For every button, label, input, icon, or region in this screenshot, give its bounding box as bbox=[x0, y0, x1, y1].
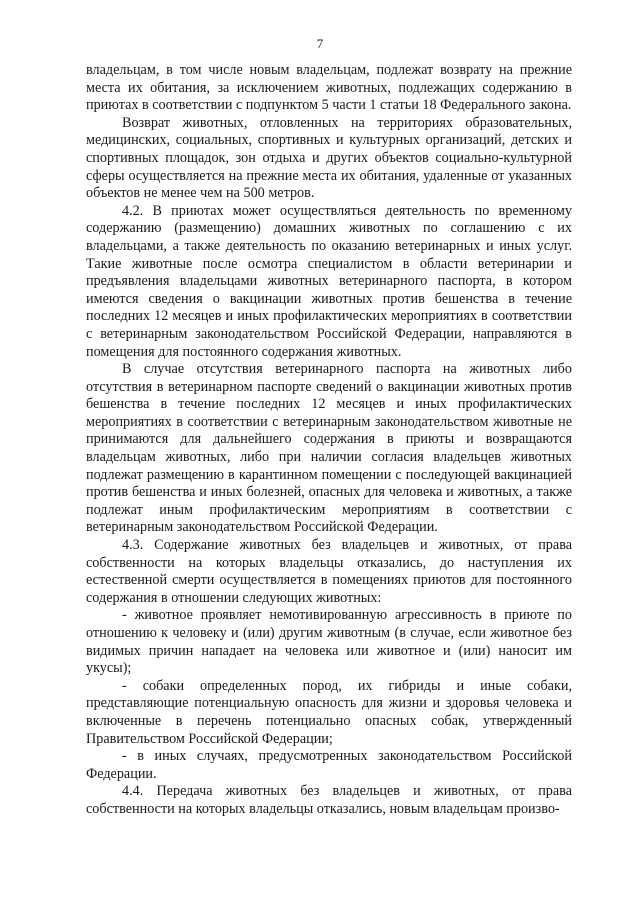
paragraph: В случае отсутствия ветеринарного паспорта на животных либо отсутствия в ветеринарном паспорте сведений о вакцинации животных против бешенства в течение последних 12 месяцев и иных профилактических мероприятиях в соответствии с ветеринарным законодательством животные не принимаются для дальнейшего содержания в приюты и возвращаются владельцам животных, либо при наличии согласия владельцев животных подлежат размещению в карантинном помещении с последующей вакцинацией против бешенства и иных болезней, опасных для человека и животных, а также подлежат иным профилактическим мероприятиям в соответствии с ветеринарным законодательством Российской Федерации. bbox=[86, 361, 572, 536]
page-number: 7 bbox=[316, 36, 324, 51]
paragraph: Возврат животных, отловленных на территориях образовательных, медицинских, социальных, спортивных и культурных организаций, детских и спортивных площадок, зон отдыха и других объектов социально-культурной сферы осуществляется на прежние места их обитания, удаленные от указанных объектов не менее чем на 500 метров. bbox=[86, 114, 572, 202]
paragraph: владельцам, в том числе новым владельцам, подлежат возврату на прежние места их обитания, за исключением животных, подлежащих содержанию в приютах в соответствии с подпунктом 5 части 1 статьи 18 Федерального закона. bbox=[86, 62, 572, 114]
paragraph: - собаки определенных пород, их гибриды и иные собаки, представляющие потенциальную опасность для жизни и здоровья человека и включенные в перечень потенциально опасных собак, утвержденный Правительством Российской Федерации; bbox=[86, 677, 572, 747]
paragraph: 4.4. Передача животных без владельцев и животных, от права собственности на которых владельцы отказались, новым владельцам произво- bbox=[86, 783, 572, 817]
paragraph: - животное проявляет немотивированную агрессивность в приюте по отношению к человеку и (или) другим животным (в случае, если животное без видимых причин нападает на человека или животное и (или) наносит им укусы); bbox=[86, 607, 572, 677]
document-body bbox=[86, 62, 572, 819]
paragraph: 4.2. В приютах может осуществляться деятельность по временному содержанию (размещению) домашних животных по соглашению с их владельцами, а также деятельность по оказанию ветеринарных и иных услуг. Такие животные после осмотра специалистом в области ветеринарии и предъявления владельцами животных ветеринарного паспорта, в котором имеются сведения о вакцинации животных против бешенства в течение последних 12 месяцев и иных профилактических мероприятиях в соответствии с ветеринарным законодательством Российской Федерации, направляются в помещения для постоянного содержания животных. bbox=[86, 202, 572, 360]
paragraph: 4.3. Содержание животных без владельцев и животных, от права собственности на которых владельцы отказались, до наступления их естественной смерти осуществляется в помещениях приютов для постоянного содержания в отношении следующих животных: bbox=[86, 537, 572, 606]
paragraph: - в иных случаях, предусмотренных законодательством Российской Федерации. bbox=[86, 748, 572, 782]
